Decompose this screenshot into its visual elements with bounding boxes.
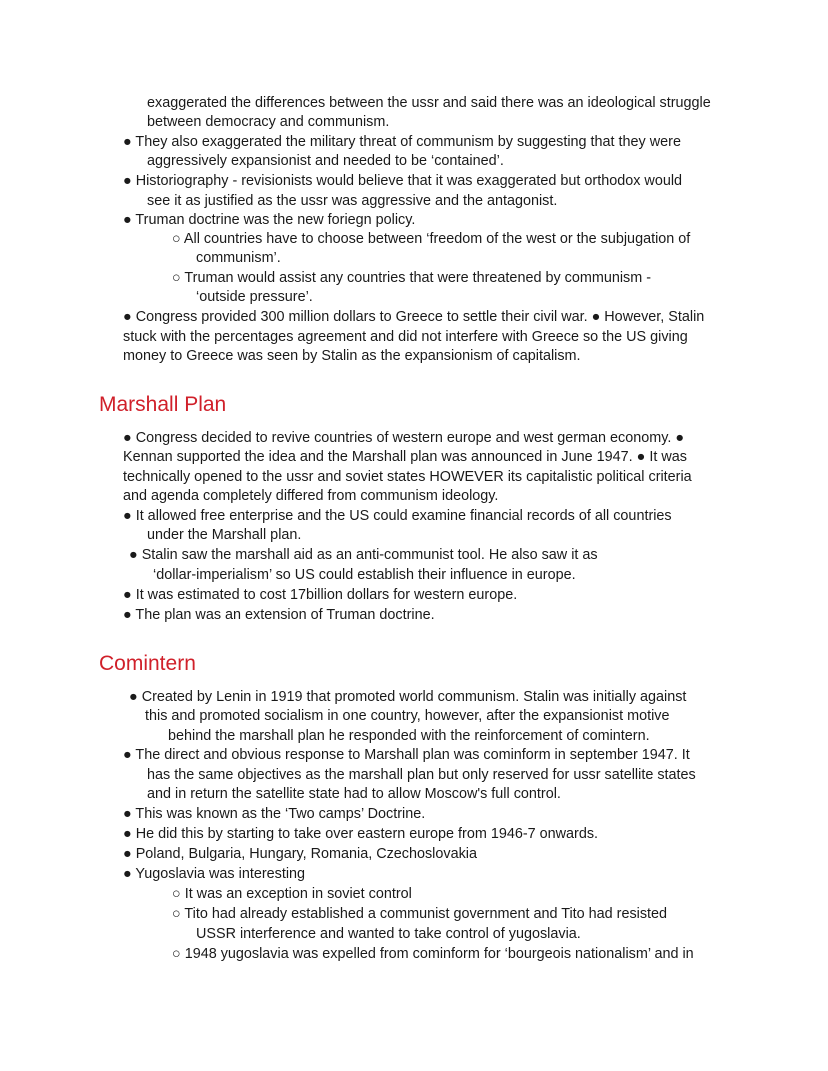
text-line: under the Marshall plan. (147, 527, 302, 543)
text-line: between democracy and communism. (147, 114, 390, 130)
bullet-item: ● It allowed free enterprise and the US could examine financial records of all countries (123, 508, 672, 524)
bullet-item: ● This was known as the ‘Two camps’ Doctrine. (123, 806, 426, 822)
bullet-item: ● Created by Lenin in 1919 that promoted world communism. Stalin was initially against (129, 689, 687, 705)
bullet-item: ● Historiography - revisionists would believe that it was exaggerated but orthodox would (123, 173, 683, 189)
bullet-item: ● He did this by starting to take over eastern europe from 1946-7 onwards. (123, 826, 599, 842)
bullet-item: ● It was estimated to cost 17billion dollars for western europe. (123, 587, 518, 603)
text-line: Kennan supported the idea and the Marshall plan was announced in June 1947. ● It was (123, 449, 687, 465)
text-line: communism’. (196, 250, 281, 266)
bullet-item: ● The plan was an extension of Truman doctrine. (123, 607, 435, 623)
sub-bullet-item: ○ 1948 yugoslavia was expelled from cominform for ‘bourgeois nationalism’ and in (172, 946, 694, 962)
text-line: ‘dollar-imperialism’ so US could establish their influence in europe. (153, 567, 576, 583)
text-line: ‘outside pressure’. (196, 289, 313, 305)
text-line: and agenda completely differed from communism ideology. (123, 488, 499, 504)
sub-bullet-item: ○ Tito had already established a communist government and Tito had resisted (172, 906, 668, 922)
text-line: technically opened to the ussr and soviet states HOWEVER its capitalistic political criteria (123, 469, 692, 485)
bullet-item: ● The direct and obvious response to Marshall plan was cominform in september 1947. It (123, 747, 690, 763)
bullet-item: ● Truman doctrine was the new foriegn policy. (123, 212, 416, 228)
sub-bullet-item: ○ Truman would assist any countries that were threatened by communism - (172, 270, 651, 286)
text-line: stuck with the percentages agreement and did not interfere with Greece so the US giving (123, 329, 688, 345)
text-line: behind the marshall plan he responded with the reinforcement of comintern. (168, 728, 650, 744)
bullet-item: ● Poland, Bulgaria, Hungary, Romania, Czechoslovakia (123, 846, 477, 862)
sub-bullet-item: ○ All countries have to choose between ‘freedom of the west or the subjugation of (172, 231, 691, 247)
bullet-item: ● Stalin saw the marshall aid as an anti-communist tool. He also saw it as (129, 547, 598, 563)
text-line: aggressively expansionist and needed to be ‘contained’. (147, 153, 504, 169)
bullet-item: ● Congress provided 300 million dollars to Greece to settle their civil war. ● However, Stalin (123, 309, 705, 325)
text-line: USSR interference and wanted to take control of yugoslavia. (196, 926, 581, 942)
bullet-item: ● Congress decided to revive countries of western europe and west german economy. ● (123, 430, 685, 446)
text-line: and in return the satellite state had to allow Moscow's full control. (147, 786, 561, 802)
section-heading: Comintern (99, 652, 196, 675)
bullet-item: ● They also exaggerated the military threat of communism by suggesting that they were (123, 134, 681, 150)
section-heading: Marshall Plan (99, 393, 227, 416)
text-line: see it as justified as the ussr was aggressive and the antagonist. (147, 193, 558, 209)
text-line: exaggerated the differences between the ussr and said there was an ideological struggle (147, 95, 711, 111)
sub-bullet-item: ○ It was an exception in soviet control (172, 886, 412, 902)
text-line: money to Greece was seen by Stalin as the expansionism of capitalism. (123, 348, 581, 364)
bullet-item: ● Yugoslavia was interesting (123, 866, 306, 882)
text-line: has the same objectives as the marshall plan but only reserved for ussr satellite states (147, 767, 696, 783)
text-line: this and promoted socialism in one country, however, after the expansionist motive (145, 708, 670, 724)
